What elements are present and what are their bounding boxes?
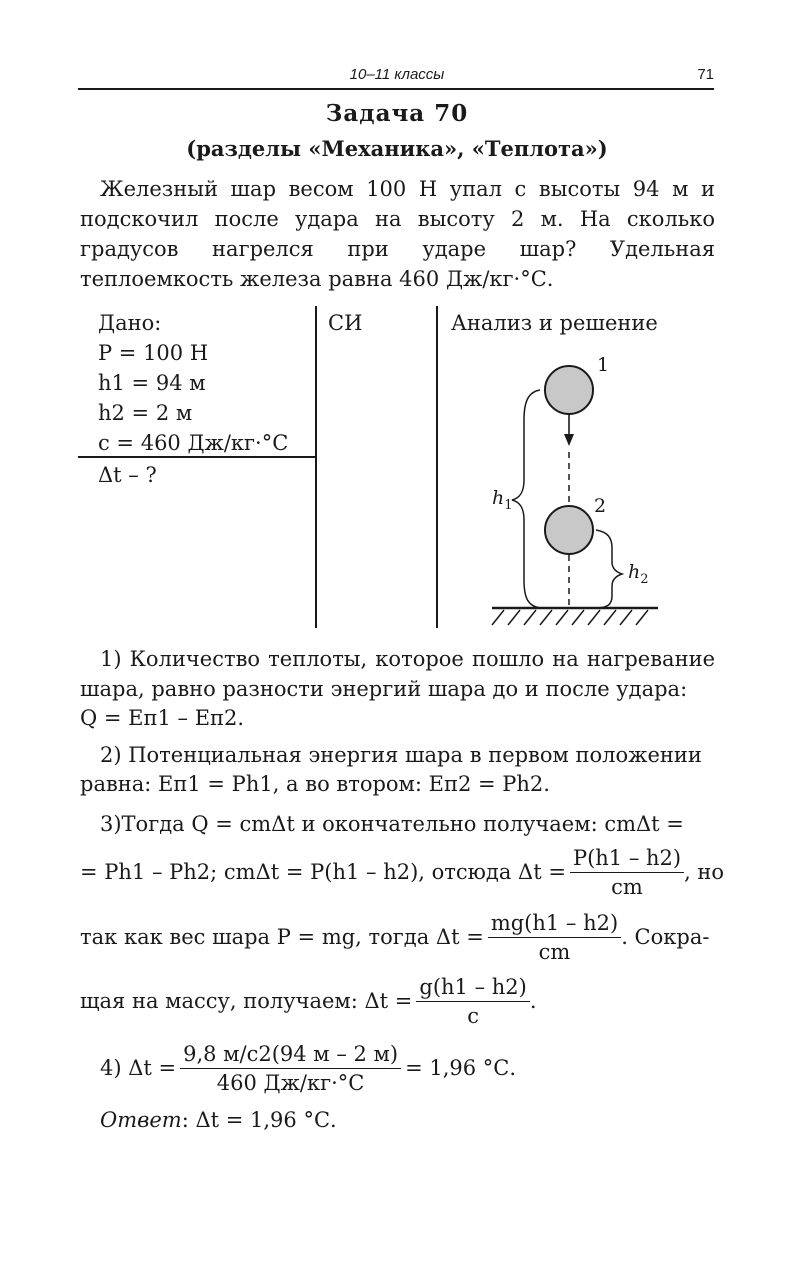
fall-arrow-head — [564, 434, 574, 446]
table-divider-2 — [436, 306, 438, 628]
solution-step-3-line-1: 3)Тогда Q = cmΔt и окончательно получаем: cmΔt = — [100, 812, 684, 836]
solution-step-3-line-4 — [80, 970, 537, 1032]
header-rule — [78, 88, 714, 90]
falling-ball-diagram — [440, 340, 700, 640]
given-item: P = 100 Н — [98, 341, 209, 365]
h1-brace — [512, 390, 540, 608]
given-header: Дано: — [98, 311, 162, 335]
problem-subtitle: (разделы «Механика», «Теплота») — [186, 136, 608, 161]
step-3-text: щая на массу, получаем: Δt = — [80, 989, 413, 1013]
step-3-text-end: , но — [684, 860, 725, 884]
running-header: 10–11 классы — [349, 66, 445, 83]
step-3-text: так как вес шара P = mg, тогда Δt = — [80, 925, 484, 949]
fraction — [180, 1042, 401, 1095]
find-item: Δt – ? — [98, 463, 157, 487]
answer-label: Ответ — [100, 1108, 182, 1132]
given-item: c = 460 Дж/кг·°С — [98, 431, 289, 455]
solution-step-2-line-2: равна: Eп1 = Ph1, а во втором: Eп2 = Ph2. — [80, 772, 550, 796]
fraction — [570, 846, 684, 899]
label-position-1: 1 — [597, 354, 610, 376]
fraction — [488, 911, 621, 964]
fraction-denominator: cm — [611, 874, 643, 899]
ground-hatch — [492, 610, 648, 625]
fraction-numerator: 9,8 м/с2(94 м – 2 м) — [180, 1042, 401, 1069]
solution-step-2-line-1: 2) Потенциальная энергия шара в первом положении — [100, 743, 702, 767]
answer-line — [100, 1108, 337, 1132]
given-item: h1 = 94 м — [98, 371, 206, 395]
solution-step-3-line-3 — [80, 906, 709, 968]
step-3-text: = Ph1 – Ph2; cmΔt = P(h1 – h2), отсюда Δt = — [80, 860, 566, 884]
table-divider-1 — [315, 306, 317, 628]
step-3-text-end: . Сокра- — [621, 925, 710, 949]
fraction-denominator: 460 Дж/кг·°С — [216, 1070, 365, 1095]
given-item: h2 = 2 м — [98, 401, 193, 425]
fraction-numerator: mg(h1 – h2) — [488, 911, 621, 938]
analysis-header: Анализ и решение — [451, 311, 658, 335]
solution-step-4 — [100, 1036, 516, 1100]
problem-text: Железный шар весом 100 Н упал с высоты 94 м и подскочил после удара на высоту 2 м. На сколько градусов нагрелся при ударе шар? Удельная теплоемкость железа равна 460 Дж/кг·°С. — [80, 177, 715, 291]
step-4-result: = 1,96 °С. — [405, 1056, 517, 1080]
step-3-text-end: . — [529, 989, 537, 1013]
fraction-numerator: g(h1 – h2) — [416, 975, 529, 1002]
fraction-denominator: c — [467, 1003, 479, 1028]
fraction-denominator: cm — [538, 939, 571, 964]
label-position-2: 2 — [594, 495, 607, 517]
label-h1: $h_1$ — [492, 487, 513, 513]
step-1-formula: Q = Eп1 – Eп2. — [80, 706, 245, 730]
label-h2: $h_2$ — [628, 561, 649, 587]
solution-step-1: 1) Количество теплоты, которое пошло на нагревание шара, равно разности энергий шара до и после удара: — [80, 647, 715, 701]
problem-title: Задача 70 — [325, 100, 469, 127]
si-header: СИ — [328, 311, 363, 335]
page-number: 71 — [697, 66, 714, 83]
solution-step-3-line-2 — [80, 842, 724, 902]
answer-value: : Δt = 1,96 °С. — [181, 1108, 337, 1132]
fraction-numerator: P(h1 – h2) — [570, 846, 684, 873]
ball-position-2 — [545, 506, 593, 554]
fraction — [416, 975, 529, 1028]
ball-position-1 — [545, 366, 593, 414]
step-4-text: 4) Δt = — [100, 1056, 177, 1080]
h2-brace — [596, 530, 622, 608]
